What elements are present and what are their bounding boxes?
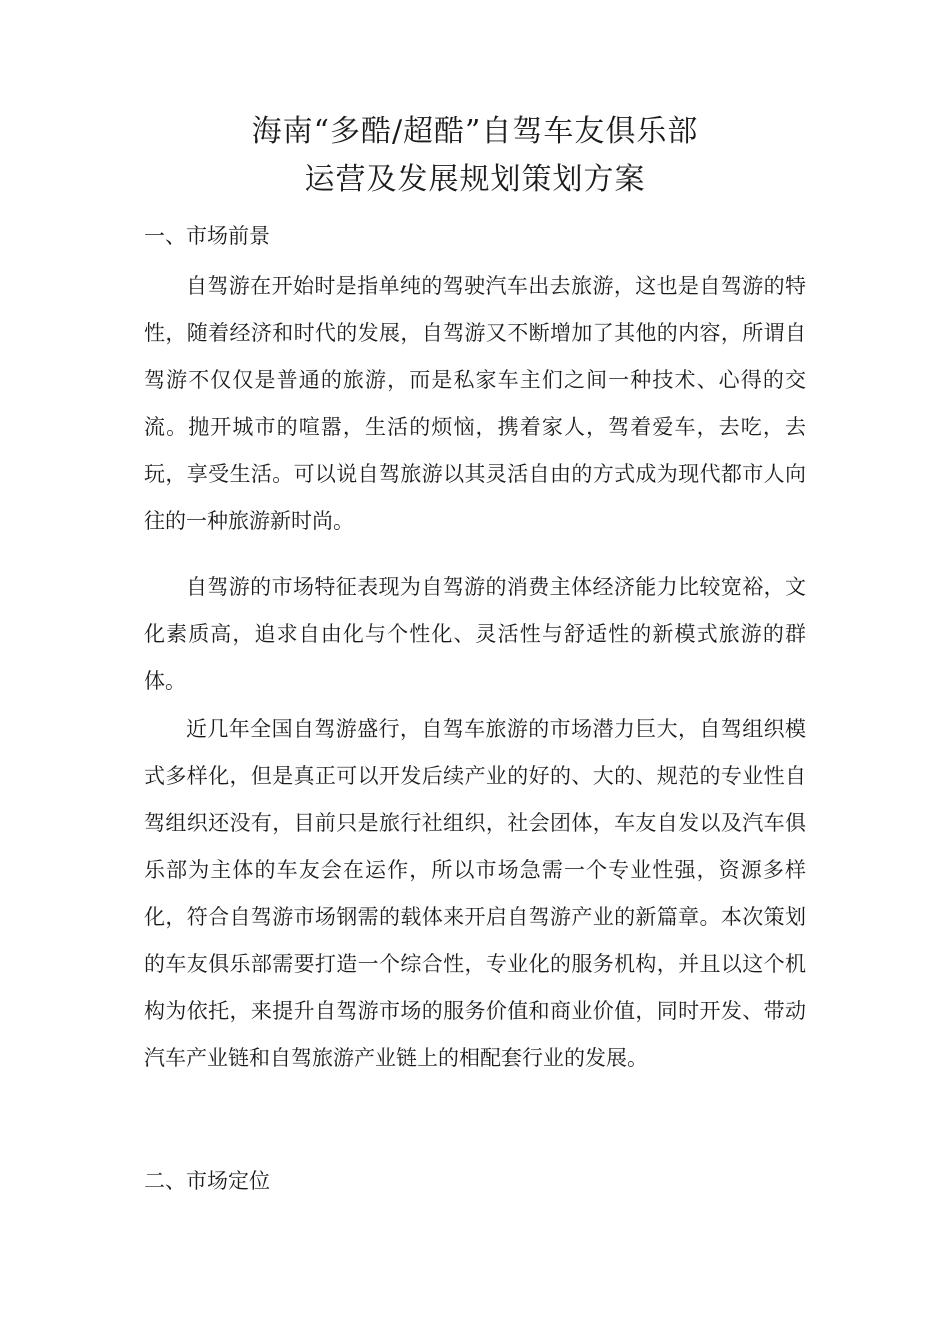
document-title-line-2: 运营及发展规划策划方案	[304, 162, 646, 197]
paragraph-market-potential: 近几年全国自驾游盛行，自驾车旅游的市场潜力巨大，自驾组织模式多样化，但是真正可以开发后续产业的好的、大的、规范的专业性自驾组织还没有，目前只是旅行社组织，社会团体，车友自发以及汽车俱乐部为主体的车友会在运作，所以市场急需一个专业性强，资源多样化，符合自驾游市场钢需的载体来开启自驾游产业的新篇章。本次策划的车友俱乐部需要打造一个综合性，专业化的服务机构，并且以这个机构为依托，来提升自驾游市场的服务价值和商业价值，同时开发、带动汽车产业链和自驾旅游产业链上的相配套行业的发展。	[144, 717, 806, 1070]
paragraph-market-characteristics: 自驾游的市场特征表现为自驾游的消费主体经济能力比较宽裕，文化素质高，追求自由化与个性化、灵活性与舒适性的新模式旅游的群体。	[144, 575, 806, 693]
section-heading-market-outlook: 一、市场前景	[144, 224, 270, 248]
document-title-line-1: 海南“多酷/超酷”自驾车友俱乐部	[251, 114, 699, 149]
section-heading-market-positioning: 二、市场定位	[144, 1169, 270, 1193]
paragraph-self-drive-intro: 自驾游在开始时是指单纯的驾驶汽车出去旅游，这也是自驾游的特性，随着经济和时代的发展，自驾游又不断增加了其他的内容，所谓自驾游不仅仅是普通的旅游，而是私家车主们之间一种技术、心得的交流。抛开城市的喧嚣，生活的烦恼，携着家人，驾着爱车，去吃，去玩，享受生活。可以说自驾旅游以其灵活自由的方式成为现代都市人向往的一种旅游新时尚。	[144, 274, 806, 533]
